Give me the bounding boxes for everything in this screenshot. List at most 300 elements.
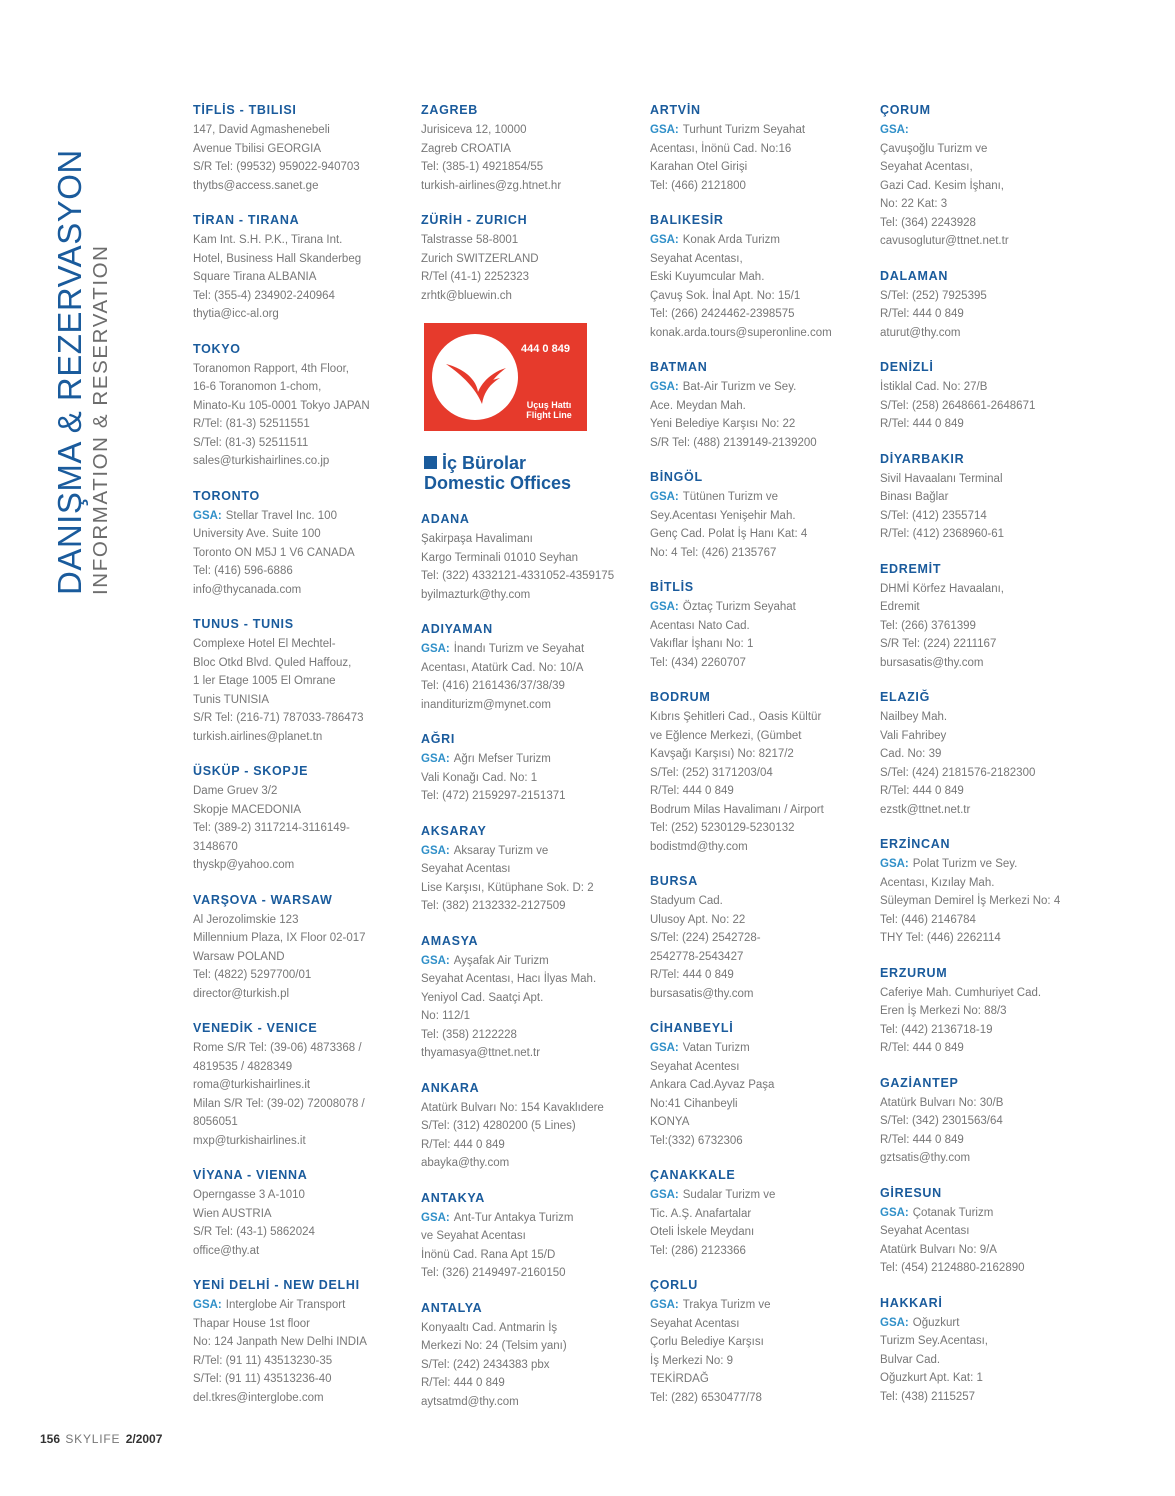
office-detail-line — [421, 1227, 636, 1246]
office-detail-line — [880, 1094, 1095, 1113]
office-detail-text: Merkezi No: 24 (Telsim yanı) — [421, 1340, 567, 1352]
office-detail-text: S/Tel: (242) 2434383 pbx — [421, 1358, 550, 1371]
office-detail-text: Çorlu Belediye Karşısı — [650, 1336, 764, 1348]
office-detail-line — [193, 1389, 408, 1408]
office-name: VİYANA - VIENNA — [193, 1168, 308, 1182]
office-detail-text: Genç Cad. Polat İş Hanı Kat: 4 — [650, 528, 808, 540]
office-detail-line — [880, 782, 1095, 801]
office-detail-text: R/Tel: 444 0 849 — [880, 1042, 964, 1054]
office-detail-line — [650, 397, 872, 416]
office-detail-text: No: 22 Kat: 3 — [880, 198, 948, 210]
office-detail-line — [880, 525, 1095, 544]
office-name: ANTALYA — [421, 1300, 483, 1315]
office-detail-text: Tel: (326) 2149497-2160150 — [421, 1267, 566, 1279]
office-detail-line — [421, 897, 636, 916]
office-detail-text: info@thycanada.com — [193, 583, 302, 596]
office-detail-text: Atatürk Bulvarı No: 154 Kavaklıdere — [421, 1101, 604, 1114]
office-detail-line — [421, 1099, 636, 1118]
office-detail-text: Dame Gruev 3/2 — [193, 785, 278, 797]
office-detail-text: Tel: (364) 2243928 — [880, 216, 976, 229]
office-detail-text: Karahan Otel Girişi — [650, 161, 748, 173]
office-detail-text: Tel: (266) 3761399 — [880, 619, 976, 632]
office-detail-line — [650, 1296, 872, 1315]
office-detail-text: Oğuzkurt — [912, 1316, 960, 1329]
office-name: AĞRI — [421, 732, 456, 746]
office-detail-text: Tel: (472) 2159297-2151371 — [421, 790, 566, 802]
office-detail-line — [880, 929, 1095, 948]
office-entry-ci-hanbeyli — [650, 1020, 872, 1150]
office-detail-text: Ant-Tur Antakya Turizm — [453, 1211, 574, 1224]
office-detail-line — [193, 1039, 408, 1058]
office-entry-hakkari — [880, 1295, 1095, 1407]
office-detail-line — [421, 677, 636, 696]
office-name: GAZİANTEP — [880, 1075, 959, 1090]
office-detail-text: Kargo Terminali 01010 Seyhan — [421, 551, 579, 564]
office-detail-line — [193, 250, 408, 269]
office-detail-text: inanditurizm@mynet.com — [421, 698, 551, 711]
office-detail-text: byilmazturk@thy.com — [421, 588, 531, 601]
square-bullet-icon — [424, 456, 437, 469]
office-entry-gi-resun — [880, 1185, 1095, 1278]
office-detail-text: Ayşafak Air Turizm — [453, 954, 549, 967]
office-detail-line — [650, 985, 872, 1004]
office-detail-line — [193, 782, 408, 801]
office-detail-text: S/R Tel: (488) 2139149-2139200 — [650, 436, 817, 449]
office-detail-text: Eski Kuyumcular Mah. — [650, 271, 765, 283]
office-detail-text: R/Tel: 444 0 849 — [880, 1133, 964, 1146]
office-detail-line — [880, 635, 1095, 654]
office-detail-text: No: 124 Janpath New Delhi INDIA — [193, 1336, 367, 1348]
office-detail-line — [193, 378, 408, 397]
office-detail-text: Minato-Ku 105-0001 Tokyo JAPAN — [193, 399, 370, 412]
office-detail-line — [880, 1222, 1095, 1241]
office-detail-line — [650, 966, 872, 985]
office-detail-line — [880, 654, 1095, 673]
office-detail-text: Tel: (355-4) 234902-240964 — [193, 289, 335, 302]
office-detail-text: ve Eğlence Merkezi, (Gümbet — [650, 729, 802, 742]
office-name: ERZURUM — [880, 965, 948, 980]
office-detail-line — [880, 1131, 1095, 1150]
office-detail-text: Acentası Nato Cad. — [650, 619, 750, 632]
office-detail-line — [193, 581, 408, 600]
gsa-label: GSA: — [421, 844, 450, 857]
office-detail-line — [650, 764, 872, 783]
office-detail-text: 16-6 Toranomon 1-chom, — [193, 381, 322, 393]
office-detail-text: Çavuş Sok. İnal Apt. No: 15/1 — [650, 289, 801, 302]
office-detail-text: R/Tel: (81-3) 52511551 — [193, 418, 310, 430]
office-detail-line — [650, 1039, 872, 1058]
office-detail-text: Tel: (434) 2260707 — [650, 656, 746, 669]
office-detail-line — [880, 1002, 1095, 1021]
office-entry-erzurum — [880, 965, 1095, 1058]
office-detail-line — [650, 250, 872, 269]
office-detail-text: ve Seyahat Acentası — [421, 1230, 526, 1242]
office-detail-line — [880, 1112, 1095, 1131]
office-detail-text: Tel:(332) 6732306 — [650, 1134, 743, 1147]
office-detail-line — [193, 415, 408, 434]
office-detail-text: zrhtk@bluewin.ch — [421, 289, 512, 302]
office-detail-line — [421, 1337, 636, 1356]
office-detail-text: Kam Int. S.H. P.K., Tirana Int. — [193, 234, 343, 246]
office-entry-zu-ri-h-zurich — [421, 212, 636, 305]
office-name: VENEDİK - VENICE — [193, 1021, 318, 1035]
office-detail-line — [880, 764, 1095, 783]
office-entry-bi-tli-s — [650, 579, 872, 672]
office-detail-line — [880, 727, 1095, 746]
office-detail-text: No:41 Cihanbeyli — [650, 1097, 738, 1110]
gsa-label: GSA: — [880, 1206, 909, 1219]
office-name: ZÜRİH - ZURICH — [421, 213, 528, 227]
office-detail-line — [880, 617, 1095, 636]
office-detail-text: Tel: (416) 2161436/37/38/39 — [421, 680, 565, 692]
office-detail-text: Çavuşoğlu Turizm ve — [880, 142, 988, 155]
office-detail-text: Tel: (382) 2132332-2127509 — [421, 900, 566, 912]
office-detail-text: Tel: (442) 2136718-19 — [880, 1023, 993, 1036]
office-entry-gazi-antep — [880, 1075, 1095, 1168]
office-name: DALAMAN — [880, 268, 949, 283]
office-detail-line — [193, 672, 408, 691]
office-detail-text: del.tkres@interglobe.com — [193, 1391, 324, 1404]
office-detail-line — [650, 801, 872, 820]
office-detail-text: director@turkish.pl — [193, 987, 290, 1000]
office-detail-text: Konak Arda Turizm — [682, 234, 780, 246]
office-detail-text: Sivil Havaalanı Terminal — [880, 472, 1003, 485]
office-detail-line — [880, 1369, 1095, 1388]
office-detail-line — [650, 140, 872, 159]
office-detail-line — [193, 305, 408, 324]
office-detail-line — [880, 745, 1095, 764]
office-detail-text: Yeni Belediye Karşısı No: 22 — [650, 418, 796, 430]
office-detail-line — [650, 819, 872, 838]
office-detail-text: Jurisiceva 12, 10000 — [421, 124, 527, 136]
office-detail-text: sales@turkishairlines.co.jp — [193, 455, 330, 467]
office-detail-text: Tel: (322) 4332121-4331052-4359175 — [421, 570, 615, 582]
office-name: ÇORUM — [880, 103, 931, 117]
office-detail-text: Seyahat Acentası, Hacı İlyas Mah. — [421, 973, 597, 985]
gsa-label: GSA: — [650, 124, 679, 136]
office-detail-line — [880, 892, 1095, 911]
office-detail-line — [193, 525, 408, 544]
office-detail-line — [650, 324, 872, 343]
office-detail-text: 1 ler Etage 1005 El Omrane — [193, 675, 336, 687]
office-detail-line — [421, 1136, 636, 1155]
office-detail-text: Lise Karşısı, Kütüphane Sok. D: 2 — [421, 881, 594, 894]
office-entry-aksaray — [421, 823, 636, 916]
office-entry-antalya — [421, 1300, 636, 1412]
office-detail-text: 4819535 / 4828349 — [193, 1060, 293, 1073]
office-detail-text: R/Tel: 444 0 849 — [421, 1377, 505, 1389]
office-detail-text: Vali Fahribey — [880, 729, 947, 742]
office-detail-line — [193, 1370, 408, 1389]
office-detail-text: roma@turkishairlines.it — [193, 1079, 311, 1091]
office-detail-line — [421, 1374, 636, 1393]
office-name: TİFLİS - TBILISI — [193, 103, 297, 117]
office-detail-text: Tel: (282) 6530477/78 — [650, 1391, 762, 1404]
office-detail-line — [880, 1039, 1095, 1058]
office-detail-text: Interglobe Air Transport — [225, 1299, 346, 1311]
office-detail-text: bursasatis@thy.com — [880, 656, 984, 669]
office-detail-text: 3148670 — [193, 840, 238, 853]
office-entry-bi-ngo-l — [650, 469, 872, 562]
office-detail-line — [193, 691, 408, 710]
office-detail-text: thyskp@yahoo.com — [193, 859, 295, 871]
office-name: ZAGREB — [421, 103, 478, 117]
side-title-main: DANIŞMA & REZERVASYON — [51, 149, 88, 595]
office-entry-ti-fli-s-tbilisi — [193, 102, 408, 195]
office-detail-text: Talstrasse 58-8001 — [421, 234, 519, 246]
office-detail-line — [193, 911, 408, 930]
domestic-offices-heading: İç Bürolar Domestic Offices — [424, 453, 572, 493]
office-detail-text: Toranomon Rapport, 4th Floor, — [193, 362, 349, 375]
office-detail-line — [880, 470, 1095, 489]
office-detail-text: Stellar Travel Inc. 100 — [225, 509, 337, 522]
office-detail-line — [421, 1356, 636, 1375]
office-detail-line — [650, 507, 872, 526]
office-detail-line — [880, 305, 1095, 324]
office-detail-text: Seyahat Acentesı — [650, 1060, 740, 1073]
office-detail-text: aytsatmd@thy.com — [421, 1395, 519, 1408]
office-detail-text: abayka@thy.com — [421, 1157, 510, 1169]
office-entry-yeni-delhi-new-delhi — [193, 1277, 408, 1407]
office-detail-line — [880, 507, 1095, 526]
office-detail-line — [193, 177, 408, 196]
office-detail-line — [650, 708, 872, 727]
office-name: DENİZLİ — [880, 360, 934, 374]
office-detail-line — [880, 232, 1095, 251]
office-detail-text: Millennium Plaza, IX Floor 02-017 — [193, 932, 366, 944]
office-detail-line — [650, 287, 872, 306]
issue-number: 2/2007 — [125, 1432, 163, 1446]
office-detail-line — [421, 567, 636, 586]
office-detail-line — [650, 1389, 872, 1408]
office-detail-text: Oteli İskele Meydanı — [650, 1226, 755, 1238]
office-detail-text: Bloc Otkd Blvd. Quled Haffouz, — [193, 656, 352, 669]
office-detail-line — [880, 1314, 1095, 1333]
office-detail-text: Ulusoy Apt. No: 22 — [650, 913, 746, 926]
office-name: TORONTO — [193, 488, 260, 503]
column-4 — [880, 102, 1095, 1423]
office-entry-venedi-k-venice — [193, 1020, 408, 1150]
office-detail-line — [880, 580, 1095, 599]
office-detail-line — [880, 1388, 1095, 1407]
office-detail-line — [650, 488, 872, 507]
office-detail-line — [650, 1058, 872, 1077]
office-detail-text: 8056051 — [193, 1116, 238, 1128]
office-name: BALIKESİR — [650, 213, 724, 227]
gsa-label: GSA: — [193, 509, 222, 522]
office-detail-text: S/Tel: (258) 2648661-2648671 — [880, 399, 1036, 412]
office-detail-line — [650, 121, 872, 140]
office-entry-bodrum — [650, 689, 872, 856]
office-name: BURSA — [650, 874, 698, 888]
office-entry-ankara — [421, 1080, 636, 1173]
office-detail-text: Ağrı Mefser Turizm — [453, 753, 551, 765]
office-detail-line — [193, 1113, 408, 1132]
office-entry-antakya — [421, 1190, 636, 1283]
office-name: HAKKARİ — [880, 1295, 943, 1310]
office-detail-line — [880, 801, 1095, 820]
office-detail-line — [421, 989, 636, 1008]
office-detail-line — [880, 195, 1095, 214]
office-name: TUNUS - TUNIS — [193, 617, 294, 631]
office-detail-text: Nailbey Mah. — [880, 711, 948, 723]
office-detail-text: TEKİRDAĞ — [650, 1373, 709, 1385]
office-detail-text: Eren İş Merkezi No: 88/3 — [880, 1005, 1007, 1017]
office-detail-text: Square Tirana ALBANIA — [193, 271, 317, 283]
office-detail-text: Tel: (389-2) 3117214-3116149- — [193, 822, 350, 834]
office-detail-text: Sey.Acentası Yenişehir Mah. — [650, 509, 796, 522]
office-name: BİTLİS — [650, 580, 694, 594]
office-detail-line — [880, 121, 1095, 140]
gsa-label: GSA: — [650, 1299, 679, 1311]
office-detail-line — [650, 544, 872, 563]
office-detail-line — [421, 1026, 636, 1045]
office-entry-ti-ran-tirana — [193, 212, 408, 324]
office-detail-line — [421, 952, 636, 971]
office-detail-text: İnönü Cad. Rana Apt 15/D — [421, 1248, 556, 1261]
office-entry-vi-yana-vienna — [193, 1167, 408, 1260]
office-detail-text: Polat Turizm ve Sey. — [912, 858, 1018, 870]
office-detail-line — [650, 911, 872, 930]
office-detail-line — [880, 1204, 1095, 1223]
office-name: AMASYA — [421, 933, 479, 948]
office-detail-text: Hotel, Business Hall Skanderbeg — [193, 252, 362, 265]
office-detail-line — [880, 177, 1095, 196]
office-detail-text: Atatürk Bulvarı No: 30/B — [880, 1096, 1004, 1109]
office-detail-text: Bodrum Milas Havalimanı / Airport — [650, 803, 824, 816]
office-detail-text: THY Tel: (446) 2262114 — [880, 932, 1001, 944]
office-detail-text: R/Tel: (91 11) 43513230-35 — [193, 1354, 333, 1367]
office-detail-text: Tel: (266) 2424462-2398575 — [650, 308, 795, 320]
office-detail-text: bursasatis@thy.com — [650, 987, 754, 1000]
office-detail-text: R/Tel: 444 0 849 — [650, 785, 734, 797]
office-detail-text: S/Tel: (252) 7925395 — [880, 289, 987, 302]
office-detail-line — [880, 488, 1095, 507]
office-detail-line — [193, 562, 408, 581]
office-detail-text: aturut@thy.com — [880, 326, 961, 339]
office-detail-line — [193, 1058, 408, 1077]
office-detail-line — [880, 874, 1095, 893]
office-detail-text: Aksaray Turizm ve — [453, 844, 549, 857]
thy-logo-circle — [432, 334, 518, 420]
office-detail-line — [650, 1242, 872, 1261]
office-detail-line — [193, 360, 408, 379]
office-detail-text: mxp@turkishairlines.it — [193, 1134, 306, 1147]
office-detail-text: Turhunt Turizm Seyahat — [682, 124, 806, 136]
office-entry-elazig — [880, 689, 1095, 819]
office-detail-line — [193, 397, 408, 416]
office-detail-line — [193, 728, 408, 747]
office-detail-line — [421, 121, 636, 140]
office-detail-text: bodistmd@thy.com — [650, 840, 748, 853]
office-entry-vars-ova-warsaw — [193, 892, 408, 1004]
office-detail-line — [421, 1154, 636, 1173]
office-detail-text: Oğuzkurt Apt. Kat: 1 — [880, 1372, 983, 1384]
office-detail-text: Seyahat Acentası, — [650, 252, 743, 265]
office-detail-text: R/Tel: 444 0 849 — [421, 1138, 505, 1151]
office-detail-text: R/Tel: 444 0 849 — [880, 785, 964, 797]
office-detail-text: S/Tel: (252) 3171203/04 — [650, 766, 773, 779]
office-detail-line — [421, 1319, 636, 1338]
office-detail-line — [421, 1264, 636, 1283]
page-footer — [40, 1432, 162, 1446]
office-detail-text: İnandı Turizm ve Seyahat — [453, 643, 585, 655]
office-detail-line — [421, 1007, 636, 1026]
office-detail-text: 2542778-2543427 — [650, 950, 744, 963]
office-detail-line — [421, 549, 636, 568]
office-detail-text: Atatürk Bulvarı No: 9/A — [880, 1243, 997, 1256]
office-entry-di-yarbakir — [880, 451, 1095, 544]
gsa-label: GSA: — [650, 1189, 679, 1201]
office-detail-text: Tel: (416) 596-6886 — [193, 565, 293, 577]
office-entry-batman — [650, 359, 872, 452]
office-detail-line — [880, 214, 1095, 233]
office-detail-text: Konyaaltı Cad. Antmarin İş — [421, 1321, 558, 1334]
office-name: ELAZIĞ — [880, 690, 931, 704]
office-detail-line — [650, 434, 872, 453]
office-detail-text: University Ave. Suite 100 — [193, 528, 321, 540]
office-detail-text: Bat-Air Turizm ve Sey. — [682, 381, 797, 393]
office-detail-line — [880, 598, 1095, 617]
office-entry-bursa — [650, 873, 872, 1003]
office-detail-line — [421, 530, 636, 549]
office-entry-tunus-tunis — [193, 616, 408, 746]
office-detail-text: Seyahat Acentası, — [880, 161, 973, 173]
office-entry-dalaman — [880, 268, 1095, 343]
office-detail-line — [650, 1186, 872, 1205]
office-entry-amasya — [421, 933, 636, 1063]
office-detail-text: Yeniyol Cad. Saatçi Apt. — [421, 991, 544, 1004]
gsa-label: GSA: — [650, 601, 679, 613]
office-detail-line — [421, 586, 636, 605]
gsa-label: GSA: — [193, 1299, 222, 1311]
office-detail-line — [650, 305, 872, 324]
office-detail-text: Süleyman Demirel İş Merkezi No: 4 — [880, 895, 1061, 907]
office-detail-line — [421, 787, 636, 806]
office-detail-line — [193, 654, 408, 673]
office-detail-line — [421, 879, 636, 898]
office-detail-line — [880, 1259, 1095, 1278]
office-detail-line — [650, 158, 872, 177]
office-detail-text: Tel: (385-1) 4921854/55 — [421, 161, 544, 173]
gsa-label: GSA: — [880, 124, 909, 136]
office-entry-c-orum — [880, 102, 1095, 251]
office-detail-line — [421, 287, 636, 306]
office-detail-text: Al Jerozolimskie 123 — [193, 913, 299, 926]
gsa-label: GSA: — [421, 643, 450, 655]
office-detail-text: R/Tel: 444 0 849 — [650, 969, 734, 981]
logo-flight-line: Uçuş Hattı Flight Line — [526, 400, 572, 420]
office-entry-balikesi-r — [650, 212, 872, 342]
office-detail-text: thytbs@access.sanet.ge — [193, 179, 319, 192]
office-detail-line — [650, 1315, 872, 1334]
office-detail-text: R/Tel: (412) 2368960-61 — [880, 528, 1005, 540]
office-detail-text: S/Tel: (312) 4280200 (5 Lines) — [421, 1120, 576, 1132]
gsa-label: GSA: — [650, 381, 679, 393]
office-detail-line — [880, 1241, 1095, 1260]
side-title — [52, 105, 132, 595]
office-detail-text: Binası Bağlar — [880, 491, 949, 503]
office-detail-line — [880, 324, 1095, 343]
office-detail-text: Seyahat Acentası — [650, 1317, 740, 1330]
office-detail-text: office@thy.at — [193, 1244, 260, 1257]
office-detail-text: Warsaw POLAND — [193, 950, 285, 963]
column-3 — [650, 102, 872, 1424]
office-detail-line — [421, 268, 636, 287]
office-detail-line — [650, 1333, 872, 1352]
office-detail-line — [193, 709, 408, 728]
office-detail-text: Stadyum Cad. — [650, 895, 723, 907]
